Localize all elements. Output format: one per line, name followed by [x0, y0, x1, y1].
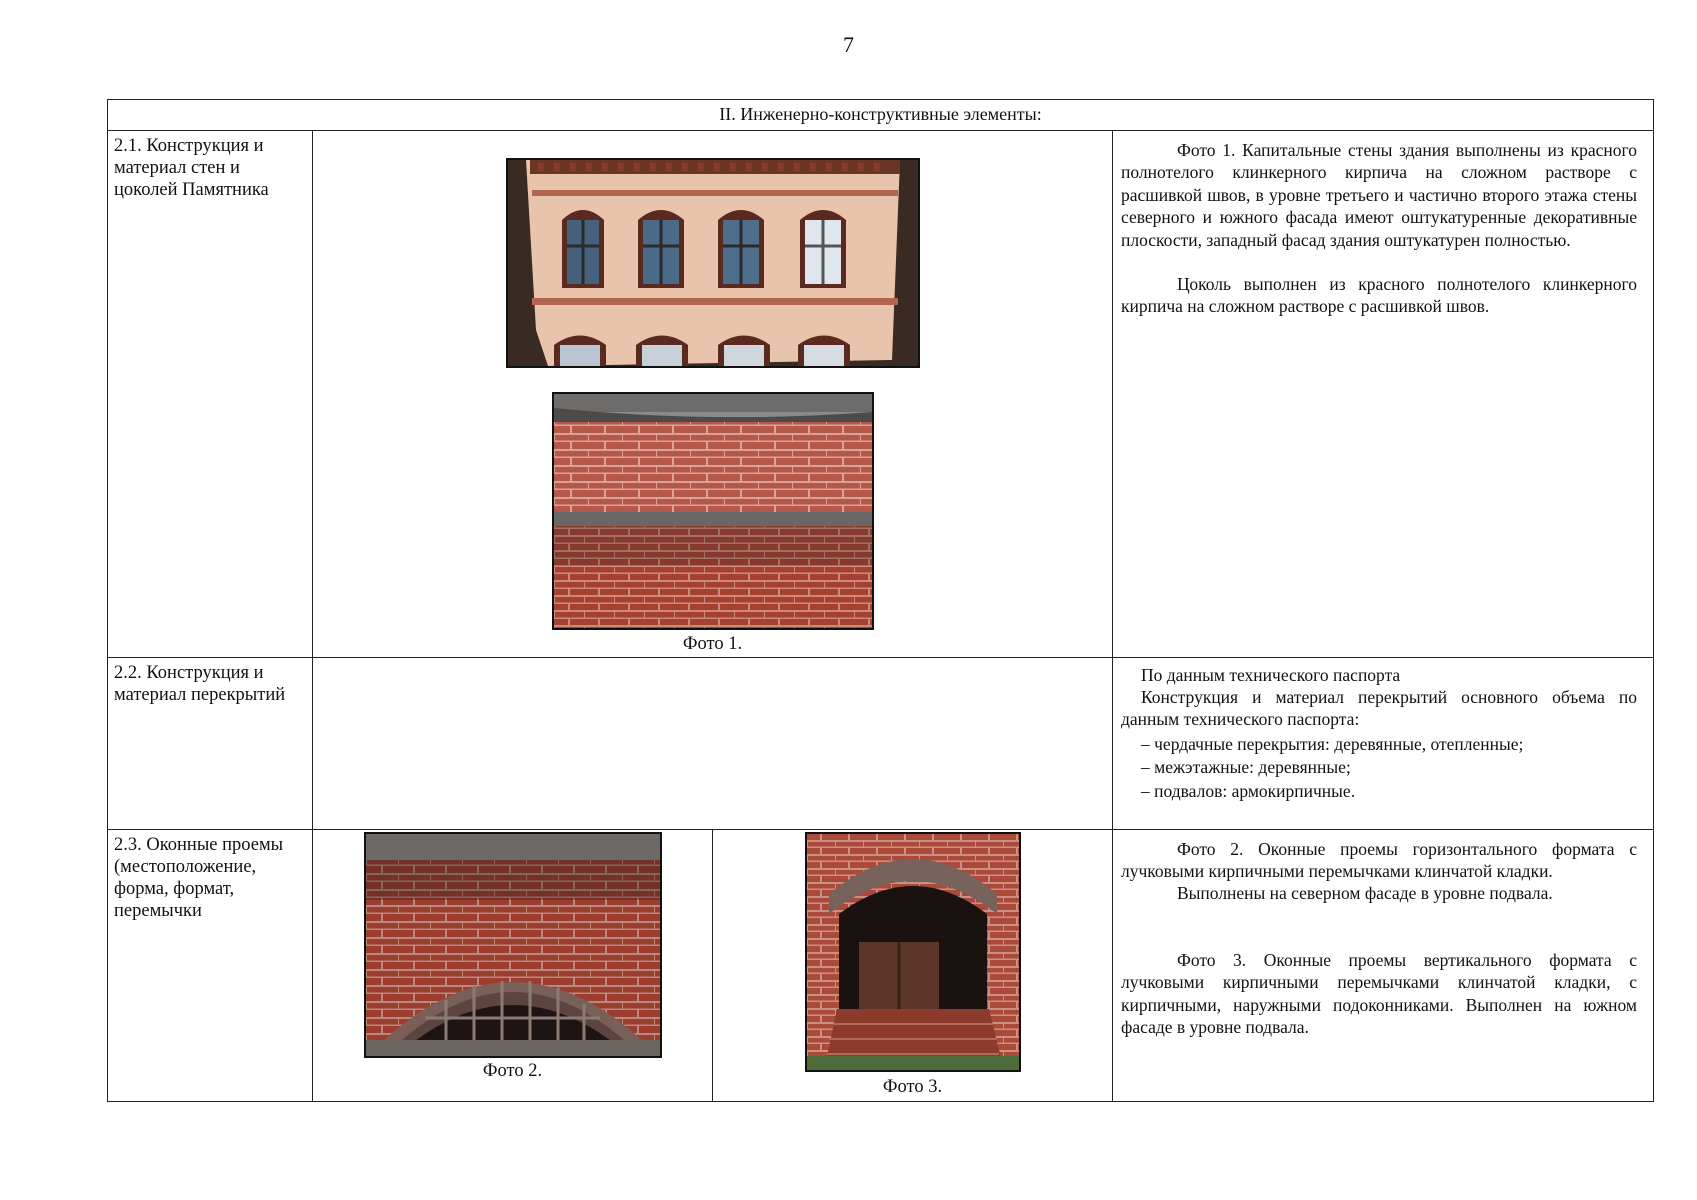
window-arch-photo-image	[366, 834, 660, 1056]
photo-1-caption: Фото 1.	[682, 634, 743, 654]
empty-photo-cell	[313, 657, 1113, 829]
walls-description	[1113, 131, 1654, 658]
walls-paragraph: Фото 1. Капитальные стены здания выполнены из красного полнотелого клинкерного кирпича на сложном растворе с расшивкой швов, в уровне третьего и частично второго этажа стены северного и южного фасада имеют оштукатуренные декоративные плоскости, западный фасад здания оштукатурен полностью.	[1121, 140, 1637, 250]
section-header-row	[108, 100, 1654, 131]
specification-table	[107, 99, 1654, 1102]
window-vertical-photo	[805, 832, 1021, 1072]
photo-2-cell	[313, 829, 713, 1101]
floors-description	[1113, 657, 1654, 829]
window-arch-photo	[364, 832, 662, 1058]
photo-2-paragraph: Фото 2. Оконные проемы горизонтального формата с лучковыми кирпичными перемычками клинчатой кладки.	[1121, 838, 1637, 882]
table-row	[108, 829, 1654, 1101]
plinth-photo-image	[554, 394, 872, 628]
floors-text: Конструкция и материал перекрытий основного объема по данным технического паспорта:	[1121, 687, 1637, 730]
floors-list	[1121, 733, 1637, 802]
floors-lead: По данным технического паспорта	[1141, 664, 1401, 685]
row-label-floors: 2.2. Конструкция и материал перекрытий	[108, 657, 313, 829]
list-item: – межэтажные: деревянные;	[1141, 757, 1351, 778]
page-number: 7	[843, 32, 854, 57]
photo-cell-walls	[313, 131, 1113, 658]
list-item: – подвалов: армокирпичные.	[1141, 780, 1356, 801]
window-vertical-photo-image	[807, 834, 1019, 1070]
row-label-walls: 2.1. Конструкция и материал стен и цоколей Памятника	[108, 131, 313, 658]
table-row	[108, 657, 1654, 829]
photo-2-location: Выполнены на северном фасаде в уровне подвала.	[1177, 883, 1553, 904]
photo-3-paragraph: Фото 3. Оконные проемы вертикального формата с лучковыми кирпичными перемычками клинчатой кладки, с кирпичными, наружными подоконниками. Выполнен на южном фасаде в уровне подвала.	[1121, 949, 1637, 1038]
section-title: II. Инженерно-конструктивные элементы:	[108, 100, 1654, 131]
plinth-paragraph: Цоколь выполнен из красного полнотелого клинкерного кирпича на сложном растворе с расшивкой швов.	[1121, 273, 1637, 317]
list-item: – чердачные перекрытия: деревянные, отепленные;	[1141, 733, 1524, 754]
photo-3-caption: Фото 3.	[882, 1076, 943, 1097]
photo-3-cell	[713, 829, 1113, 1101]
facade-photo-image	[508, 160, 918, 366]
table-row	[108, 131, 1654, 658]
photo-2-caption: Фото 2.	[482, 1060, 543, 1081]
row-label-windows: 2.3. Оконные проемы (местоположение, форма, формат, перемычки	[108, 829, 313, 1101]
facade-photo	[506, 158, 920, 368]
plinth-photo	[552, 392, 874, 630]
windows-description	[1113, 829, 1654, 1101]
